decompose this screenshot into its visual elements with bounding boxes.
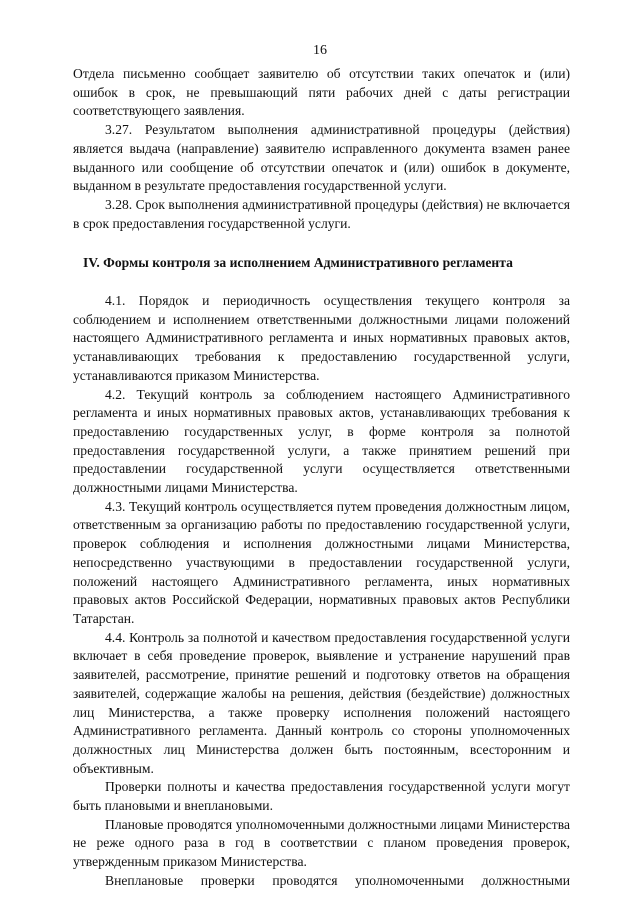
paragraph-continuation: Отдела письменно сообщает заявителю об отсутствии таких опечаток и (или) ошибок в срок, не превышающий пяти рабочих дней с даты регистрации соответствующего заявления. — [73, 66, 570, 119]
paragraph-4-3: 4.3. Текущий контроль осуществляется путем проведения должностным лицом, ответственным за организацию работы по предоставлению государственной услуги, проверок соблюдения и исполнения должностными лицами Министерства, непосредственно участвующими в предоставлении государственной услуги, положений настоящего Административного регламента, иных нормативных правовых актов Российской Федерации, нормативных правовых актов Республики Татарстан. — [73, 498, 570, 626]
paragraph-checks-types: Проверки полноты и качества предоставления государственной услуги могут быть плановыми и внеплановыми. — [73, 779, 570, 814]
page-number: 16 — [313, 43, 327, 58]
document-body — [73, 65, 570, 891]
paragraph-4-1: 4.1. Порядок и периодичность осуществления текущего контроля за соблюдением и исполнением ответственными должностными лицами положений настоящего Административного регламента и иных нормативных правовых актов, устанавливающих требования к предоставлению государственной услуги, устанавливаются приказом Министерства. — [73, 293, 570, 383]
paragraph-4-2: 4.2. Текущий контроль за соблюдением настоящего Административного регламента и иных нормативных правовых актов, устанавливающих требования к предоставлению государственных услуг, в форме контроля за полнотой предоставления государственной услуги, а также принятием решений при предоставлении государственной услуги осуществляется ответственными должностными лицами Министерства. — [73, 386, 570, 496]
paragraph-planned-checks: Плановые проводятся уполномоченными должностными лицами Министерства не реже одного раза в год в соответствии с планом проведения проверок, утвержденным приказом Министерства. — [73, 816, 570, 870]
paragraph-3-28: 3.28. Срок выполнения административной процедуры (действия) не включается в срок предоставления государственной услуги. — [73, 196, 570, 231]
paragraph-3-27: 3.27. Результатом выполнения административной процедуры (действия) является выдача (направление) заявителю исправленного документа взамен ранее выданного или сообщение об отсутствии опечаток и (или) ошибок в документе, выданном в результате предоставления государственной услуги. — [73, 122, 570, 194]
section-heading: IV. Формы контроля за исполнением Административного регламента — [83, 255, 513, 271]
paragraph-4-4: 4.4. Контроль за полнотой и качеством предоставления государственной услуги включает в себя проведение проверок, выявление и устранение нарушений прав заявителей, рассмотрение, принятие решений и подготовку ответов на обращения заявителей, содержащие жалобы на решения, действия (бездействие) должностных лиц Министерства, а также проверку исполнения положений настоящего Административного регламента. Данный контроль со стороны уполномоченных должностных лиц Министерства должен быть постоянным, всесторонним и объективным. — [73, 629, 570, 776]
paragraph-unplanned-checks: Внеплановые проверки проводятся уполномоченными должностными — [105, 872, 570, 888]
